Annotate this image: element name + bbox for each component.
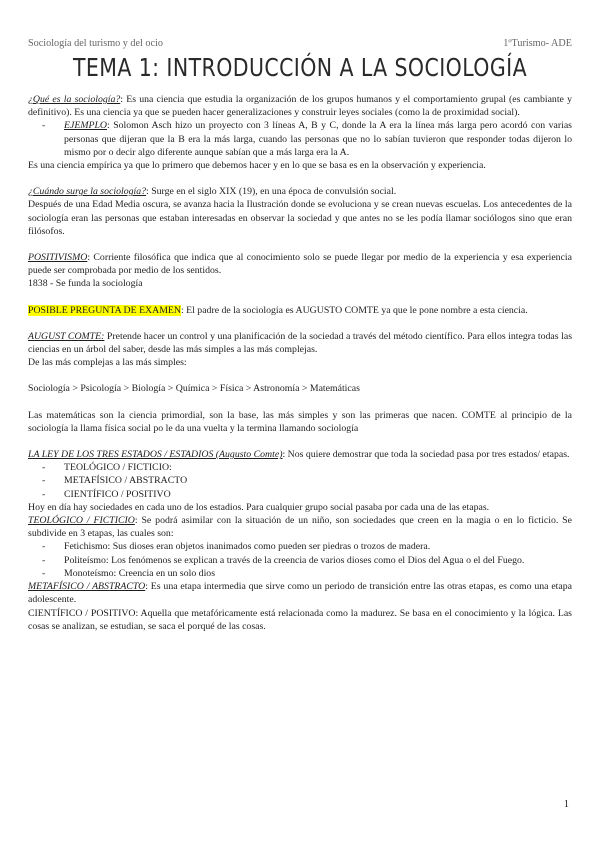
text-positivism: : Corriente filosófica que indica que al conocimiento solo se puede llegar por medio de la experiencia y esa experiencia puede ser comprobada por medio de los sentidos. xyxy=(28,252,572,277)
paragraph-today: Hoy en día hay sociedades en cada uno de los estadios. Para cualquier grupo social pasaba por cada una de las etapas. xyxy=(28,501,490,513)
text-what-is: : Es una ciencia que estudia la organización de los grupos humanos y el comportamiento grupal (es cambiante y definitivo). Es una ciencia ya que se pueden hacer generalizaciones y construir leyes sociales (como la de proximidad social). xyxy=(28,94,572,119)
paragraph-metaphysical xyxy=(28,580,572,606)
paragraph-mathematics: Las matemáticas son la ciencia primordial, son la base, las más simples y son las primeras que nacen. COMTE al principio de la sociología la llama física social po le da una vuelta y la termina llamando sociología xyxy=(28,409,572,434)
paragraph-empirical: Es una ciencia empírica ya que lo primero que debemos hacer y en lo que se basa es en la observación y experiencia. xyxy=(28,160,486,172)
list-item: - Fetichismo: Sus dioses eran objetos inanimados como pueden ser piedras o trozos de madera. xyxy=(64,540,572,553)
text-metaphysical: : Es una etapa intermedia que sirve como un periodo de transición entre las otras etapas, es como una etapa adolescente. xyxy=(28,581,572,606)
page-title: TEMA 1: INTRODUCCIÓN A LA SOCIOLOGÍA xyxy=(72,53,528,82)
list-item: - Monoteísmo: Creencia en un solo dios xyxy=(64,567,572,580)
label-theological: TEOLÓGICO / FICTICIO xyxy=(28,515,135,527)
text-when: : Surge en el siglo XIX (19), en una época de convulsión social. xyxy=(146,186,397,198)
list-item: - TEOLÓGICO / FICTICIO: xyxy=(64,461,572,474)
paragraph-what-is xyxy=(28,93,572,119)
document-body xyxy=(28,93,572,633)
paragraph-history: Después de una Edad Media oscura, se avanza hacia la Ilustración donde se evoluciona y se crean nuevas escuelas. Los antecedentes de la sociología eran las personas que estaban interesadas en observar la sociedad y que antes no se les podía llamar sociólogos sino que eran filósofos. xyxy=(28,199,572,237)
paragraph-founding-year: 1838 - Se funda la sociología xyxy=(28,278,143,290)
header-course: Sociología del turismo y del ocio xyxy=(28,38,163,49)
science-chain: Sociología > Psicología > Biología > Química > Física > Astronomía > Matemáticas xyxy=(28,383,360,395)
page-header xyxy=(28,38,572,49)
label-example: EJEMPLO xyxy=(64,120,107,132)
text-example: : Solomon Asch hizo un proyecto con 3 líneas A, B y C, donde la A era la línea más larga pero acordó con varias personas que dijeran que la B era la más larga, cuando las personas que no lo sabían tuvieron que responder todas dijeron lo mismo por o decir algo diferente aunque sabían que a más larga era la A. xyxy=(64,120,572,158)
label-when: ¿Cuándo surge la sociología? xyxy=(28,186,147,198)
label-metaphysical: METAFÍSICO / ABSTRACTO xyxy=(28,581,146,593)
paragraph-exam-question xyxy=(28,304,572,317)
header-degree: 1ºTurismo- ADE xyxy=(503,38,572,49)
paragraph-scientific: CIENTÍFICO / POSITIVO: Aquella que metafóricamente está relacionada como la madurez. Se basa en el conocimiento y la lógica. Las cosas se analizan, se estudian, se saca el porqué de las cosas. xyxy=(28,607,572,632)
text-three-states: : Nos quiere demostrar que toda la sociedad pasa por tres estados/ etapas. xyxy=(282,449,570,461)
paragraph-theological xyxy=(28,514,572,540)
label-what-is: ¿Qué es la sociología? xyxy=(28,94,121,105)
text-exam: : El padre de la sociología es AUGUSTO COMTE ya que le pone nombre a esta ciencia. xyxy=(180,304,528,316)
label-three-states: LA LEY DE LOS TRES ESTADOS / ESTADIOS (Augusto Comte) xyxy=(28,449,283,461)
list-item: - METAFÍSICO / ABSTRACTO xyxy=(64,474,572,487)
paragraph-positivism xyxy=(28,251,572,277)
paragraph-three-states xyxy=(28,448,572,461)
example-list xyxy=(28,119,572,159)
label-positivism: POSITIVISMO xyxy=(28,252,88,264)
text-theological: : Se podrá asimilar con la situación de un niño, son sociedades que creen en la magia o en lo ficticio. Se subdivide en 3 etapas, las cuales son: xyxy=(28,515,572,540)
paragraph-comte xyxy=(28,330,572,356)
theological-stages-list xyxy=(28,540,572,580)
list-item xyxy=(64,119,572,159)
text-comte: Pretende hacer un control y una planificación de la sociedad a través del método científico. Para ellos integra todas las ciencias en un árbol del saber, desde las más simples a las más complejas. xyxy=(28,330,573,356)
list-item: - Politeísmo: Los fenómenos se explican a través de la creencia de varios dioses como el Dios del Agua o el del Fuego. xyxy=(64,554,572,567)
paragraph-order: De las más complejas a las más simples: xyxy=(28,357,187,369)
paragraph-when xyxy=(28,185,572,198)
page-number: 1 xyxy=(563,799,569,810)
highlight-exam: POSIBLE PREGUNTA DE EXAMEN xyxy=(28,304,181,316)
list-item: - CIENTÍFICO / POSITIVO xyxy=(64,488,572,501)
label-comte: AUGUST COMTE: xyxy=(28,330,105,342)
states-list xyxy=(28,461,572,501)
